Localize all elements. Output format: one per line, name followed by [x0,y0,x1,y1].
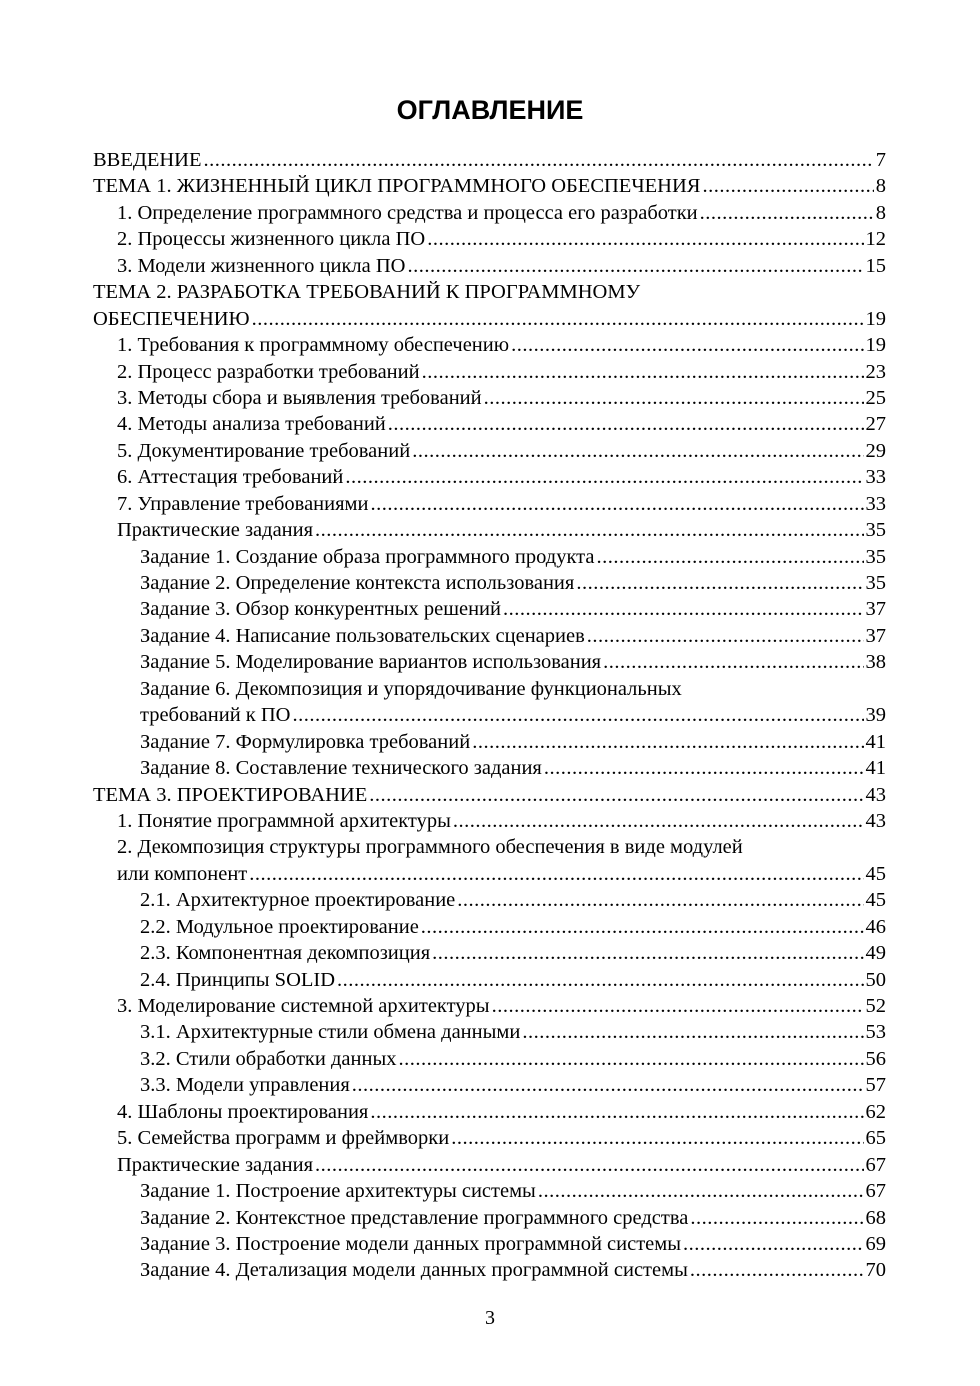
toc-entry-page: 19 [865,307,886,330]
dot-leader [503,596,863,622]
dot-leader [371,491,864,517]
dot-leader [702,173,873,199]
toc-entry-title: Задание 8. Составление технического задания [140,757,542,780]
toc-entry[interactable] [93,438,886,464]
toc-entry-page: 12 [865,228,886,251]
toc-entry[interactable] [93,279,886,332]
toc-entry-title: ТЕМА 2. РАЗРАБОТКА ТРЕБОВАНИЙ К ПРОГРАММНОМУ [93,281,641,304]
toc-entry-page: 23 [865,360,886,383]
toc-entry-title: 5. Семейства программ и фреймворки [117,1127,450,1150]
toc-entry-title: 4. Шаблоны проектирования [117,1100,369,1123]
toc-entry[interactable] [93,570,886,596]
toc-entry[interactable] [93,649,886,675]
page-title: ОГЛАВЛЕНИЕ [396,95,584,125]
toc-entry-page: 25 [865,386,886,409]
toc-entry-page: 35 [865,572,886,595]
toc-entry-title: 4. Методы анализа требований [117,413,386,436]
toc-entry[interactable] [93,253,886,279]
dot-leader [596,544,863,570]
toc-entry-title: Задание 1. Построение архитектуры системы [140,1180,536,1203]
dot-leader [690,1257,864,1283]
toc-entry[interactable] [93,332,886,358]
dot-leader [315,1152,863,1178]
dot-leader [421,914,864,940]
toc-entry-page: 33 [865,492,886,515]
toc-entry-title: 1. Понятие программной архитектуры [117,809,451,832]
toc-entry-title: 2.2. Модульное проектирование [140,915,419,938]
toc-entry-title: 2.3. Компонентная декомпозиция [140,942,431,965]
dot-leader [544,755,864,781]
toc-entry-page: 50 [865,968,886,991]
toc-entry[interactable] [93,464,886,490]
dot-leader [576,570,863,596]
toc-entry-page: 46 [865,915,886,938]
toc-entry-title: Задание 3. Построение модели данных программной системы [140,1232,682,1255]
toc-entry-page: 45 [865,889,886,912]
toc-entry-page: 15 [865,254,886,277]
dot-leader [690,1205,863,1231]
toc-entry-title: 3. Методы сбора и выявления требований [117,386,482,409]
toc-entry-page: 8 [875,175,886,198]
dot-leader [352,1072,864,1098]
toc-entry-page: 57 [865,1074,886,1097]
toc-entry[interactable] [93,676,886,729]
toc-entry-page: 39 [865,704,886,727]
toc-entry-title-continued: требований к ПО [140,704,291,727]
toc-entry-title: 2.1. Архитектурное проектирование [140,889,456,912]
toc-entry[interactable] [93,544,886,570]
dot-leader [315,517,863,543]
dot-leader [457,887,863,913]
dot-leader [603,649,863,675]
toc-entry[interactable] [93,1152,886,1178]
dot-leader [683,1231,863,1257]
toc-entry-page: 8 [875,201,886,224]
toc-entry-page: 37 [865,624,886,647]
toc-entry-continuation [93,306,886,332]
toc-entry-title: 2. Процесс разработки требований [117,360,420,383]
toc-entry[interactable] [93,173,886,199]
toc-entry[interactable] [93,1231,886,1257]
dot-leader [345,464,863,490]
dot-leader [292,702,863,728]
table-of-contents [93,147,886,1284]
toc-entry-title: Задание 2. Определение контекста использования [140,572,575,595]
toc-entry-title: Задание 7. Формулировка требований [140,730,471,753]
toc-entry[interactable] [93,729,886,755]
toc-entry-page: 52 [865,995,886,1018]
toc-entry[interactable] [93,1019,886,1045]
dot-leader [432,940,863,966]
toc-entry-title: 1. Требования к программному обеспечению [117,334,510,357]
toc-entry-title: 6. Аттестация требований [117,466,344,489]
toc-entry[interactable] [93,491,886,517]
toc-entry-page: 37 [865,598,886,621]
toc-entry-title: 2. Процессы жизненного цикла ПО [117,228,426,251]
dot-leader [204,147,874,173]
dot-leader [538,1178,864,1204]
toc-entry[interactable] [93,940,886,966]
toc-entry[interactable] [93,1178,886,1204]
toc-entry-title: ТЕМА 3. ПРОЕКТИРОВАНИЕ [93,783,368,806]
dot-leader [472,729,863,755]
toc-entry-title-continued: ОБЕСПЕЧЕНИЮ [93,307,250,330]
toc-entry-page: 62 [865,1100,886,1123]
toc-entry[interactable] [93,200,886,226]
toc-entry-page: 43 [865,783,886,806]
toc-entry[interactable] [93,517,886,543]
toc-entry[interactable] [93,755,886,781]
dot-leader [407,253,863,279]
toc-entry-page: 7 [875,149,886,171]
dot-leader [398,1046,863,1072]
toc-entry-page: 45 [865,862,886,885]
toc-entry[interactable] [93,1046,886,1072]
toc-entry-title: 3. Модели жизненного цикла ПО [117,254,406,277]
toc-entry[interactable] [93,1205,886,1231]
dot-leader [484,385,864,411]
toc-entry[interactable] [93,967,886,993]
toc-entry-page: 56 [865,1047,886,1070]
dot-leader [252,306,864,332]
toc-entry-title: 3.3. Модели управления [140,1074,350,1097]
toc-entry[interactable] [93,359,886,385]
toc-entry-page: 67 [865,1153,886,1176]
toc-entry-page: 35 [865,519,886,542]
dot-leader [388,411,864,437]
toc-entry-title: 3.1. Архитектурные стили обмена данными [140,1021,521,1044]
toc-entry-page: 33 [865,466,886,489]
toc-entry-title: Задание 5. Моделирование вариантов использования [140,651,602,674]
toc-entry-title: 7. Управление требованиями [117,492,369,515]
toc-entry[interactable] [93,782,886,808]
toc-entry-title: Задание 4. Детализация модели данных программной системы [140,1259,688,1282]
toc-entry-page: 19 [865,334,886,357]
page-number: 3 [485,1307,495,1329]
toc-entry-title: Задание 1. Создание образа программного продукта [140,545,595,568]
dot-leader [587,623,864,649]
dot-leader [427,226,863,252]
dot-leader [249,861,863,887]
toc-entry-title: ВВЕДЕНИЕ [93,149,202,171]
toc-entry-page: 43 [865,809,886,832]
toc-entry-title: Задание 2. Контекстное представление программного средства [140,1206,689,1229]
toc-entry-page: 67 [865,1180,886,1203]
dot-leader [492,993,864,1019]
dot-leader [422,359,864,385]
toc-entry[interactable] [93,993,886,1019]
dot-leader [511,332,863,358]
toc-entry-title: 2.4. Принципы SOLID [140,968,336,991]
toc-entry-title-continued: или компонент [117,862,248,885]
toc-entry[interactable] [93,808,886,834]
toc-entry[interactable] [93,1125,886,1151]
toc-entry[interactable] [93,1072,886,1098]
toc-entry-page: 41 [865,757,886,780]
toc-entry-page: 35 [865,545,886,568]
toc-entry[interactable] [93,623,886,649]
toc-entry-title: 3.2. Стили обработки данных [140,1047,397,1070]
toc-entry-title: 5. Документирование требований [117,439,411,462]
toc-entry-page: 69 [865,1232,886,1255]
toc-entry-title: Задание 6. Декомпозиция и упорядочивание функциональных [140,677,682,700]
dot-leader [522,1019,863,1045]
dot-leader [370,1099,863,1125]
toc-entry-title: Практические задания [117,1153,314,1176]
toc-entry[interactable] [93,914,886,940]
dot-leader [337,967,863,993]
toc-entry[interactable] [93,226,886,252]
toc-entry-page: 49 [865,942,886,965]
toc-entry-title: 2. Декомпозиция структуры программного обеспечения в виде модулей [117,836,743,859]
toc-entry-title: Задание 4. Написание пользовательских сценариев [140,624,585,647]
toc-entry[interactable] [93,834,886,887]
toc-entry-title: 3. Моделирование системной архитектуры [117,995,490,1018]
toc-entry-title: ТЕМА 1. ЖИЗНЕННЫЙ ЦИКЛ ПРОГРАММНОГО ОБЕСПЕЧЕНИЯ [93,175,701,198]
toc-entry[interactable] [93,1099,886,1125]
toc-entry-page: 41 [865,730,886,753]
dot-leader [700,200,874,226]
toc-entry-page: 27 [865,413,886,436]
toc-entry-page: 68 [865,1206,886,1229]
dot-leader [412,438,863,464]
toc-entry-continuation [140,702,886,728]
toc-entry-page: 53 [865,1021,886,1044]
toc-entry-continuation [117,861,886,887]
toc-entry[interactable] [93,385,886,411]
toc-entry-title: 1. Определение программного средства и процесса его разработки [117,201,698,224]
toc-entry-title: Задание 3. Обзор конкурентных решений [140,598,502,621]
toc-entry[interactable] [93,147,886,173]
toc-entry-page: 38 [865,651,886,674]
toc-entry-page: 29 [865,439,886,462]
toc-entry[interactable] [93,887,886,913]
toc-entry-title: Практические задания [117,519,314,542]
toc-entry-page: 70 [865,1259,886,1282]
dot-leader [451,1125,863,1151]
toc-entry[interactable] [93,411,886,437]
toc-entry[interactable] [93,596,886,622]
toc-entry[interactable] [93,1257,886,1283]
toc-entry-page: 65 [865,1127,886,1150]
dot-leader [453,808,864,834]
dot-leader [369,782,863,808]
